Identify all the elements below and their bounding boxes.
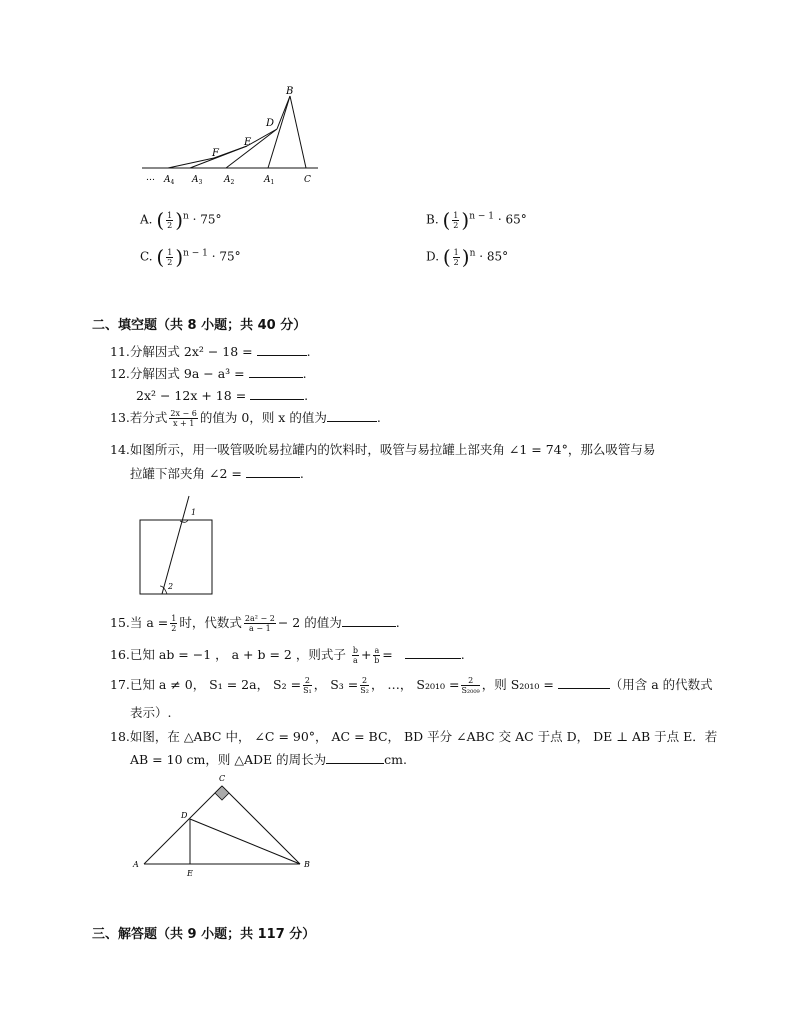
fraction: $\frac{1}{2}$ [167,247,173,267]
fraction: $\frac{2}{\text{S₂}}$ [360,676,369,695]
label-D: D [181,811,188,820]
choice-letter: B. [426,212,439,227]
question-14: 14.如图所示，用一吸管吸吮易拉罐内的饮料时，吸管与易拉罐上部夹角 ∠1 = 74°，那么吸管与易 [110,442,656,457]
fraction: $\frac{\text{2a² − 2}}{a - 1}$ [244,614,275,633]
label-D: D [266,118,275,129]
paren: ( [156,245,165,269]
answer-blank[interactable] [257,343,307,356]
paren: ( [442,208,451,232]
fraction: $\frac{1}{2}$ [167,210,173,230]
figure-right-triangle-abc [128,772,324,880]
question-12-part-2: 2x² − 12x + 18 = . [136,388,309,403]
choice-tail: · 85° [479,249,509,264]
answer-blank[interactable] [342,614,396,627]
section-title-fill-in: 二、填空题（共 8 小题；共 40 分） [92,318,307,333]
exponent: n − 1 [183,248,208,259]
choice-tail: · 75° [211,249,241,264]
figure-triangle-sequence [130,82,330,188]
label-B: B [304,860,310,869]
question-12: 12.分解因式 9a − a³ = . [110,366,307,381]
answer-blank[interactable] [327,409,377,422]
label-C: C [219,774,226,783]
fraction: $\frac{2x - 6}{x + 1}$ [170,409,197,428]
question-18: 18.如图，在 △ABC 中， ∠C = 90°， AC = BC， BD 平分 ∠ABC 交 AC 于点 D， DE ⊥ AB 于点 E．若 [110,729,718,744]
exponent: n − 1 [469,211,494,222]
label-B: B [286,86,294,97]
label-C: C [304,175,311,185]
label-A1: $A_1$ [264,175,275,186]
question-15: 15.当 a = $\frac{1}{2}$ 时，代数式 $\frac{\text{2a² − 2}}{a - 1}$ − 2 的值为 . [110,614,400,633]
choice-letter: A. [140,212,153,227]
question-17-line-2: 表示）. [130,705,172,720]
figure-can-straw [134,492,218,598]
question-14-line-2: 拉罐下部夹角 ∠2 = . [130,466,304,481]
choice-letter: C. [140,249,153,264]
label-A2: $A_2$ [224,175,235,186]
answer-blank[interactable] [326,751,384,764]
choice-tail: · 75° [192,212,222,227]
question-13: 13.若分式 $\frac{2x - 6}{x + 1}$ 的值为 0，则 x 的值为 . [110,409,381,428]
fraction: $\frac{2}{\text{S₂₀₀₉}}$ [461,676,480,695]
label-A3: $A_3$ [192,175,203,186]
label-A: A [133,860,139,869]
choice-a[interactable] [140,208,222,232]
label-E: E [244,137,252,148]
question-11: 11.分解因式 2x² − 18 = . [110,344,311,359]
angle-2-label: 2 [168,582,174,591]
exponent: n [469,248,476,259]
label-A4: $A_4$ [164,175,175,186]
paren: ( [156,208,165,232]
fraction: $\frac{a}{b}$ [374,646,380,665]
paren: ) [461,208,470,232]
choice-letter: D. [426,249,440,264]
choice-b[interactable] [426,208,527,232]
answer-blank[interactable] [246,465,300,478]
paren: ) [175,208,184,232]
label-E: E [187,869,193,878]
question-16: 16.已知 ab = −1 ， a + b = 2 ，则式子 $\frac{b}{a}$ + $\frac{a}{b}$ = . [110,646,465,665]
paren: ) [461,245,470,269]
question-17: 17.已知 a ≠ 0， S₁ = 2a， S₂ = $\frac{2}{\text{S₁}}$ ， S₃ = $\frac{2}{\text{S₂}}$ ， …， S₂₀₁₀ = $\frac{2}{\text{S₂₀₀₉}}$ ，则 S₂₀₁₀ = （用含 a 的代数式 [110,676,713,695]
answer-blank[interactable] [250,387,304,400]
label-ellipsis: … [146,173,155,183]
exponent: n [183,211,189,222]
label-F: F [212,148,219,159]
answer-blank[interactable] [405,646,461,659]
angle-1-label: 1 [191,508,197,517]
fraction: $\frac{1}{2}$ [453,210,459,230]
fraction: $\frac{b}{a}$ [352,646,358,665]
fraction: $\frac{2}{\text{S₁}}$ [303,676,312,695]
question-18-line-2: AB = 10 cm，则 △ADE 的周长为 cm. [130,752,407,767]
choice-c[interactable] [140,245,241,269]
fraction: $\frac{1}{2}$ [171,614,177,633]
section-title-solutions: 三、解答题（共 9 小题；共 117 分） [92,927,316,942]
answer-blank[interactable] [249,365,303,378]
choice-d[interactable] [426,245,508,269]
paren: ) [175,245,184,269]
answer-blank[interactable] [558,676,610,689]
paren: ( [442,245,451,269]
fraction: $\frac{1}{2}$ [453,247,459,267]
choice-tail: · 65° [497,212,527,227]
